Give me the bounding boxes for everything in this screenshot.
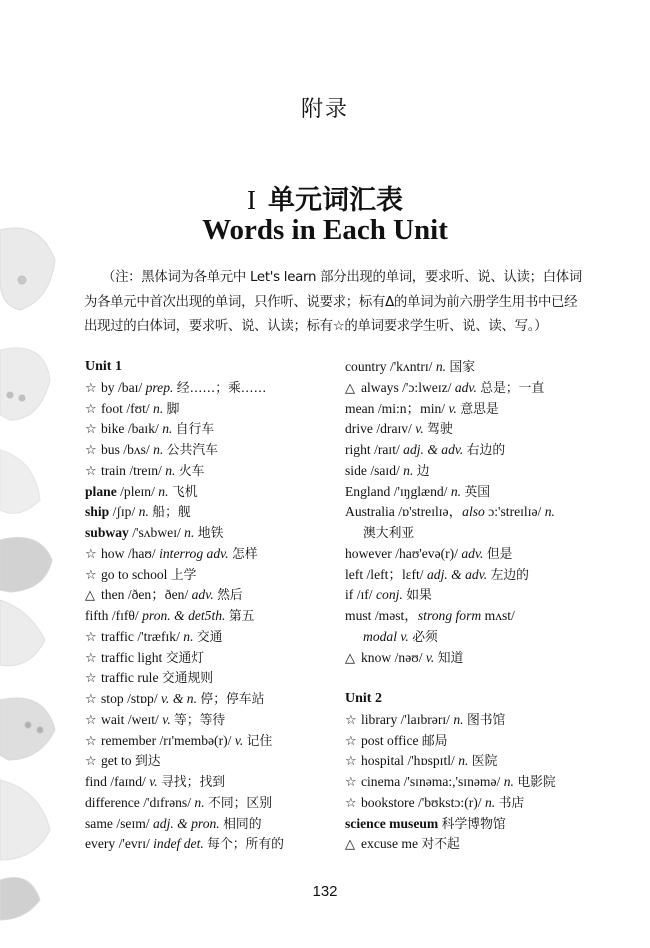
- entry-word: bookstore: [361, 794, 415, 810]
- entry-phon: /'bʊkstɔ:(r)/: [418, 794, 482, 810]
- entry-phon: /'træfɪk/: [137, 628, 180, 644]
- entry-word: get to: [101, 753, 132, 769]
- entry-pos: indef det.: [153, 836, 204, 852]
- vocab-entry-know: △ know /nəʊ/ v. 知道: [345, 648, 590, 669]
- vocab-entry: [345, 814, 590, 835]
- vocab-entry: [85, 731, 330, 752]
- entry-word: then: [101, 587, 125, 603]
- star-icon: ☆: [85, 650, 97, 666]
- star-icon: ☆: [85, 629, 97, 645]
- entry-word: cinema: [361, 774, 401, 789]
- entry-cn: 第五: [228, 609, 255, 624]
- entry-pos: conj.: [375, 587, 403, 603]
- left-column: [85, 357, 330, 855]
- entry-cn: 驾驶: [427, 422, 453, 438]
- usage-note: （注：黑体词为各单元中 Let's learn 部分出现的单词，要求听、说、认读；白体词为各单元中首次出现的单词，只作听、说要求；标有Δ的单词为前六册学生用书中已经出现过的白体词，要求听、说、认读；标有☆的单词要求学生听、说、读、写。）: [84, 270, 582, 334]
- entry-pos: adv.: [191, 587, 214, 603]
- vocab-entry: [85, 565, 330, 586]
- vocab-entry: [85, 668, 330, 689]
- vocab-list-unit-1a: [85, 378, 330, 855]
- entry-phon: /treɪn/: [129, 462, 162, 478]
- unit-2-heading: Unit 2: [345, 691, 382, 706]
- entry-phon: /'evrɪ/: [118, 836, 150, 852]
- entry-phon: /'laɪbrərɪ/: [400, 711, 450, 727]
- entry-cn: 但是: [486, 546, 513, 562]
- entry-phon: /'dɪfrəns/: [143, 794, 192, 810]
- vocab-entry: [85, 440, 330, 461]
- entry-cn: 图书馆: [466, 712, 506, 728]
- entry-pos: n.: [162, 421, 173, 437]
- vocab-entry: [345, 772, 590, 793]
- entry-pos: n.: [435, 359, 447, 374]
- entry-phon: /'hɒspɪtl/: [407, 753, 455, 769]
- star-icon: ☆: [345, 775, 357, 790]
- vocab-entry: [345, 585, 590, 606]
- entry-phon: /mi:n；min/: [377, 400, 446, 416]
- entry-cn: 意思是: [460, 401, 499, 417]
- entry-pos: n.: [484, 794, 496, 810]
- star-icon: ☆: [85, 401, 97, 417]
- entry-cn: 总是；一直: [480, 380, 545, 396]
- vocab-entry: [85, 523, 330, 544]
- entry-word: traffic light: [101, 649, 163, 665]
- star-icon: ☆: [85, 733, 97, 749]
- vocab-entry-must: must /məst，strong form mʌst/: [345, 608, 515, 623]
- entry-cn: 交通: [196, 629, 223, 645]
- vocab-entry: [85, 606, 330, 627]
- entry-phon: /fɪfθ/: [111, 608, 139, 623]
- entry-cn: 相同的: [223, 816, 262, 832]
- vocab-entry: [345, 731, 590, 752]
- entry-pos: v.: [415, 421, 424, 437]
- vocab-entry: [345, 834, 590, 855]
- vocab-entry: [345, 793, 590, 814]
- vocab-entry: [85, 648, 330, 669]
- entry-cn: 经……；乘……: [176, 380, 267, 396]
- star-icon: ☆: [85, 754, 97, 770]
- vocab-entry: [85, 461, 330, 482]
- entry-word: if: [345, 587, 354, 603]
- entry-cn: 左边的: [490, 567, 529, 583]
- vocab-entry-australia: Australia /ɒ'streɪlɪə，also ɔ:'streɪlɪə/ n.: [345, 504, 555, 520]
- vocab-entry: [85, 399, 330, 420]
- entry-word: right: [345, 442, 371, 457]
- vocab-entry: [85, 378, 330, 399]
- entry-word: fifth: [85, 608, 109, 623]
- vocab-entry: [85, 585, 330, 606]
- entry-word: always: [361, 379, 399, 395]
- entry-phon: /rɪ'membə(r)/: [159, 732, 232, 748]
- entry-word: however: [345, 545, 392, 561]
- entry-pos: interrog adv.: [159, 545, 229, 561]
- star-icon: ☆: [85, 546, 97, 562]
- vocab-entry: [345, 419, 590, 440]
- entry-phon: /ɪf/: [356, 587, 373, 603]
- vocab-entry: [345, 461, 590, 482]
- entry-cn: 公共汽车: [166, 443, 218, 458]
- vocab-entry: [85, 751, 330, 772]
- entry-pos: n.: [458, 753, 469, 769]
- entry-word: how: [101, 545, 125, 561]
- entry-cn: 脚: [166, 401, 180, 417]
- entry-pos: v. & n.: [161, 691, 198, 706]
- entry-phon: /seɪm/: [116, 815, 150, 831]
- entry-word: library: [361, 711, 398, 727]
- unit-1-heading: Unit 1: [85, 359, 122, 374]
- entry-pos: n.: [153, 400, 164, 416]
- entry-word: post office: [361, 732, 419, 748]
- entry-cn: 飞机: [171, 484, 198, 500]
- entry-word: mean: [345, 400, 375, 416]
- star-icon: ☆: [85, 567, 97, 583]
- entry-cn: 医院: [471, 754, 498, 770]
- entry-word: same: [85, 815, 113, 831]
- vocab-entry: [85, 772, 330, 793]
- entry-pos: v.: [162, 711, 171, 727]
- entry-pos: n.: [138, 504, 149, 520]
- entry-cn: 不同；区别: [208, 795, 273, 811]
- vocab-entry: [85, 814, 330, 835]
- entry-pos: n.: [183, 628, 194, 644]
- vocab-entry: [85, 689, 330, 710]
- entry-pos: n.: [403, 462, 414, 478]
- entry-phon: /raɪt/: [374, 442, 400, 457]
- vocab-entry: [85, 502, 330, 523]
- vocab-entry: [85, 627, 330, 648]
- entry-word: England: [345, 483, 391, 499]
- entry-pos: n.: [503, 774, 514, 789]
- entry-cn: 英国: [464, 484, 491, 500]
- entry-phon: /ðen；ðen/: [127, 587, 189, 603]
- entry-phon: /baɪk/: [127, 421, 159, 437]
- vocab-list-unit-1b: [345, 357, 590, 502]
- entry-word: subway: [85, 525, 129, 540]
- vocab-entry: [345, 357, 590, 378]
- entry-cn: 右边的: [466, 443, 506, 458]
- entry-cn: 停；停车站: [200, 692, 265, 707]
- section-title-cn: 单元词汇表: [268, 185, 403, 216]
- star-icon: ☆: [345, 733, 357, 749]
- triangle-icon: △: [345, 380, 355, 396]
- entry-pos: v.: [149, 774, 158, 789]
- vocab-entry: [85, 419, 330, 440]
- vocab-entry: [85, 834, 330, 855]
- entry-pos: n.: [194, 794, 205, 810]
- vocab-entry: [85, 793, 330, 814]
- entry-cn: 地铁: [197, 526, 224, 541]
- triangle-icon: △: [345, 837, 355, 853]
- entry-phon: /left；lɛft/: [366, 566, 424, 582]
- entry-word: foot: [101, 400, 123, 416]
- entry-cn: 船；舰: [152, 505, 191, 521]
- star-icon: ☆: [85, 422, 97, 438]
- entry-cn: 边: [416, 463, 430, 479]
- entry-phon: /fʊt/: [126, 400, 150, 416]
- entry-cn: 国家: [449, 360, 476, 375]
- section-title: [0, 178, 650, 217]
- entry-pos: adj. & pron.: [152, 815, 220, 831]
- entry-cn: 如果: [406, 588, 432, 604]
- entry-cn: 自行车: [175, 422, 215, 438]
- entry-phon: /pleɪn/: [120, 483, 155, 499]
- entry-cn: 每个；所有的: [207, 837, 284, 853]
- entry-word: country: [345, 359, 387, 374]
- vocab-entry: [345, 710, 590, 731]
- entry-phon: /'kʌntrɪ/: [389, 359, 433, 374]
- star-icon: ☆: [345, 712, 357, 728]
- entry-pos: adv.: [454, 379, 477, 395]
- entry-pos: adj. & adv.: [403, 442, 464, 457]
- entry-pos: n.: [450, 483, 462, 499]
- star-icon: ☆: [85, 443, 97, 458]
- entry-cn: 电影院: [517, 775, 556, 790]
- entry-pos: adj. & adv.: [427, 566, 488, 582]
- section-subtitle-en: Words in Each Unit: [202, 214, 448, 246]
- entry-phon: /haʊ/: [127, 545, 156, 561]
- entry-word: side: [345, 462, 367, 478]
- vocab-list-unit-1c: [345, 544, 590, 606]
- entry-cn: 寻找；找到: [161, 775, 226, 790]
- vocab-entry: [85, 544, 330, 565]
- entry-word: train: [101, 462, 126, 478]
- vocab-entry: [85, 710, 330, 731]
- page-number: 132: [312, 883, 338, 900]
- vocab-entry: [85, 482, 330, 503]
- star-icon: ☆: [345, 795, 357, 811]
- entry-phon: /faɪnd/: [110, 774, 146, 789]
- entry-phon: /bʌs/: [123, 442, 150, 457]
- star-icon: ☆: [85, 692, 97, 707]
- entry-word: difference: [85, 794, 140, 810]
- entry-word: every: [85, 836, 116, 852]
- vocab-entry: [345, 565, 590, 586]
- entry-cn: 等；等待: [174, 712, 226, 728]
- entry-cn: 怎样: [231, 546, 258, 562]
- entry-cn: 上学: [170, 567, 197, 583]
- entry-pos: v.: [448, 400, 457, 416]
- entry-cn: 火车: [178, 463, 205, 479]
- entry-phon: /'ɔ:lweɪz/: [402, 379, 452, 395]
- entry-phon: /haʊ'evə(r)/: [395, 545, 458, 561]
- entry-pos: n.: [453, 711, 464, 727]
- entry-cn: 记住: [246, 733, 273, 749]
- entry-cn: 到达: [135, 754, 161, 770]
- entry-pos: pron. & det5th.: [142, 608, 226, 623]
- right-column: [345, 357, 590, 855]
- vocab-entry: [345, 378, 590, 399]
- entry-word: left: [345, 566, 364, 582]
- entry-pos: n.: [153, 442, 164, 457]
- entry-phon: /'ɪŋglænd/: [393, 483, 448, 499]
- triangle-icon: △: [345, 650, 355, 666]
- vocab-entry: [345, 440, 590, 461]
- entry-phon: /saɪd/: [370, 462, 400, 478]
- star-icon: ☆: [85, 712, 97, 728]
- appendix-title: 附录: [300, 97, 349, 122]
- entry-word: traffic rule: [101, 670, 159, 686]
- entry-pos: prep.: [145, 379, 174, 395]
- vocab-entry: [345, 482, 590, 503]
- vocab-entry: [345, 544, 590, 565]
- triangle-icon: △: [85, 588, 95, 604]
- entry-pos: n.: [158, 483, 169, 499]
- entry-word: traffic: [101, 628, 134, 644]
- entry-pos: n.: [165, 462, 176, 478]
- entry-cn: 邮局: [421, 733, 448, 749]
- star-icon: ☆: [85, 671, 97, 687]
- entry-phon: /stɒp/: [127, 691, 158, 706]
- entry-phon: /'sʌbweɪ/: [132, 525, 181, 540]
- star-icon: ☆: [85, 463, 97, 479]
- entry-word: ship: [85, 504, 110, 520]
- entry-word: stop: [101, 691, 124, 706]
- entry-phon: /draɪv/: [376, 421, 412, 437]
- cartoon-margin-illustration: [0, 220, 60, 940]
- entry-word: remember: [101, 732, 157, 748]
- vocab-entry: [345, 751, 590, 772]
- entry-cn: 书店: [498, 795, 525, 811]
- entry-cn: 科学博物馆: [441, 816, 506, 832]
- entry-cn: 交通规则: [161, 671, 214, 687]
- entry-pos: adv.: [461, 545, 484, 561]
- entry-word: go to school: [101, 566, 168, 582]
- entry-word: drive: [345, 421, 373, 437]
- entry-word: bike: [101, 421, 125, 437]
- entry-word: hospital: [361, 753, 405, 769]
- entry-pos: v.: [234, 732, 244, 748]
- vocab-entry: [345, 399, 590, 420]
- entry-word: excuse me: [361, 836, 418, 852]
- section-number: I: [247, 185, 256, 215]
- entry-word: wait: [101, 711, 125, 727]
- entry-word: by: [101, 379, 115, 395]
- entry-word: bus: [101, 442, 120, 457]
- entry-phon: /baɪ/: [118, 379, 143, 395]
- entry-cn: 交通灯: [165, 650, 205, 666]
- entry-word: find: [85, 774, 107, 789]
- spacer: [345, 668, 590, 689]
- vocab-entry-must-meaning: modal v. 必须: [363, 628, 438, 645]
- entry-pos: n.: [184, 525, 195, 540]
- star-icon: ☆: [85, 380, 97, 396]
- entry-word: plane: [85, 483, 117, 499]
- entry-phon: /weɪt/: [127, 711, 159, 727]
- star-icon: ☆: [345, 754, 357, 770]
- entry-cn: 对不起: [421, 837, 460, 853]
- vocab-entry-australia-meaning: 澳大利亚: [363, 526, 415, 541]
- entry-cn: 然后: [217, 588, 243, 604]
- entry-phon: /ʃɪp/: [112, 504, 136, 520]
- entry-phon: /'sɪnəma:,'sɪnəmə/: [403, 774, 501, 789]
- entry-word: science museum: [345, 815, 439, 831]
- vocab-list-unit-2: [345, 710, 590, 855]
